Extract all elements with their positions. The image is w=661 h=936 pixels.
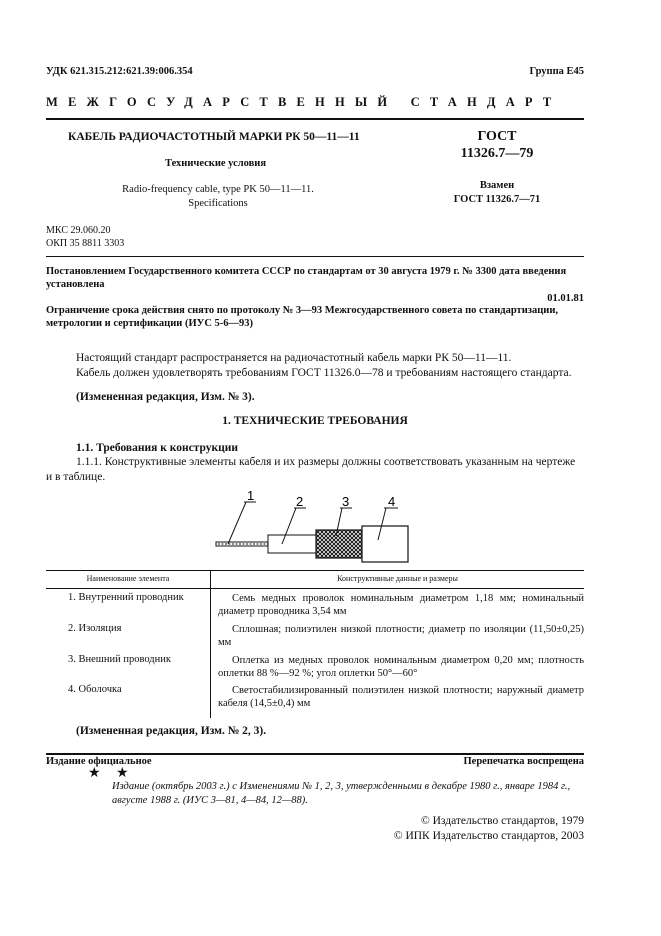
gost-label: ГОСТ — [477, 129, 517, 144]
footer-rule — [46, 753, 584, 755]
drawing-label-2: 2 — [296, 494, 304, 509]
drawing-label-3: 3 — [342, 494, 350, 509]
amendment-note-1: (Измененная редакция, Изм. № 3). — [76, 391, 255, 403]
section-title: 1. ТЕХНИЧЕСКИЕ ТРЕБОВАНИЯ — [222, 415, 408, 427]
table-header-element: Наименование элемента — [86, 574, 170, 583]
title-rule — [46, 256, 584, 257]
gost-number — [432, 128, 562, 162]
document-title: КАБЕЛЬ РАДИОЧАСТОТНЫЙ МАРКИ РК 50—11—11 — [68, 131, 360, 143]
official-edition-label: Издание официальное — [46, 756, 152, 767]
table-row-name: 2. Изоляция — [68, 623, 122, 634]
table-row-data: Сплошная; полиэтилен низкой плотности; диаметр по изоляции (11,50±0,25) мм — [218, 624, 584, 648]
edition-note: Издание (октябрь 2003 г.) с Изменениями № 1, 2, 3, утвержденными в декабре 1980 г., январе 1984 г., августе 1988 г. (ИУС 3—81, 4—84, 12—88). — [112, 781, 571, 806]
replaces-gost: ГОСТ 11326.7—71 — [453, 194, 541, 205]
paragraph-scope: Настоящий стандарт распространяется на радиочастотный кабель марки РК 50—11—11. — [76, 352, 512, 364]
jacket-shape — [362, 526, 408, 562]
classification-codes — [46, 224, 124, 250]
gost-code: 11326.7—79 — [460, 146, 534, 161]
outer-conductor-shape — [316, 530, 362, 558]
table-header-data: Конструктивные данные и размеры — [337, 574, 458, 583]
subsection-title: 1.1. Требования к конструкции — [76, 442, 238, 454]
english-title — [100, 183, 336, 211]
limitation-text: Ограничение срока действия снято по протоколу № 3—93 Межгосударственного совета по стандартизации, метрологии и сертификации (ИУС 5-6—93) — [46, 305, 559, 329]
paragraph-construction: 1.1.1. Конструктивные элементы кабеля и их размеры должны соответствовать указанным на чертеже и в таблице. — [46, 456, 576, 483]
document-subtitle: Технические условия — [165, 158, 267, 169]
decree-text: Постановлением Государственного комитета СССР по стандартам от 30 августа 1979 г. № 3300 дата введения установлена — [46, 266, 567, 290]
okp-code: ОКП 35 8811 3303 — [46, 238, 125, 249]
drawing-label-4: 4 — [388, 494, 396, 509]
table-row-data: Оплетка из медных проволок номинальным диаметром 0,20 мм; плотность оплетки 88 %—92 %; угол оплетки 50°—60° — [218, 655, 584, 679]
drawing-label-1: 1 — [247, 488, 255, 503]
star-marks: ★ ★ — [88, 766, 135, 781]
english-title-line2: Specifications — [188, 198, 248, 209]
copyright-2003: © ИПК Издательство стандартов, 2003 — [393, 830, 584, 842]
table-row-name: 4. Оболочка — [68, 684, 122, 695]
english-title-line1: Radio-frequency cable, type PK 50—11—11. — [122, 184, 314, 195]
copyright-1979: © Издательство стандартов, 1979 — [420, 815, 584, 827]
banner-rule — [46, 118, 584, 120]
cable-drawing — [210, 488, 420, 568]
mks-code: МКС 29.060.20 — [46, 225, 111, 236]
table-row-name: 3. Внешний проводник — [68, 654, 171, 665]
udk-code: УДК 621.315.212:621.39:006.354 — [46, 66, 193, 77]
group-code: Группа Е45 — [529, 66, 584, 77]
table-row-data: Светостабилизированный полиэтилен низкой плотности; наружный диаметр кабеля (14,5±0,4) мм — [218, 685, 584, 709]
replaces-block — [425, 179, 569, 207]
reprint-prohibited-label: Перепечатка воспрещена — [463, 756, 584, 767]
replaces-label: Взамен — [479, 180, 515, 191]
standard-banner: МЕЖГОСУДАРСТВЕННЫЙ СТАНДАРТ — [46, 95, 562, 109]
amendment-note-2: (Измененная редакция, Изм. № 2, 3). — [76, 725, 267, 737]
introduction-date: 01.01.81 — [547, 293, 584, 304]
table-row-name: 1. Внутренний проводник — [68, 592, 184, 603]
table-row-data: Семь медных проволок номинальным диаметром 1,18 мм; номинальный диаметр проводника 3,54 мм — [218, 593, 584, 617]
insulation-shape — [268, 535, 316, 553]
paragraph-requirements: Кабель должен удовлетворять требованиям ГОСТ 11326.0—78 и требованиям настоящего стандарта. — [76, 367, 572, 379]
